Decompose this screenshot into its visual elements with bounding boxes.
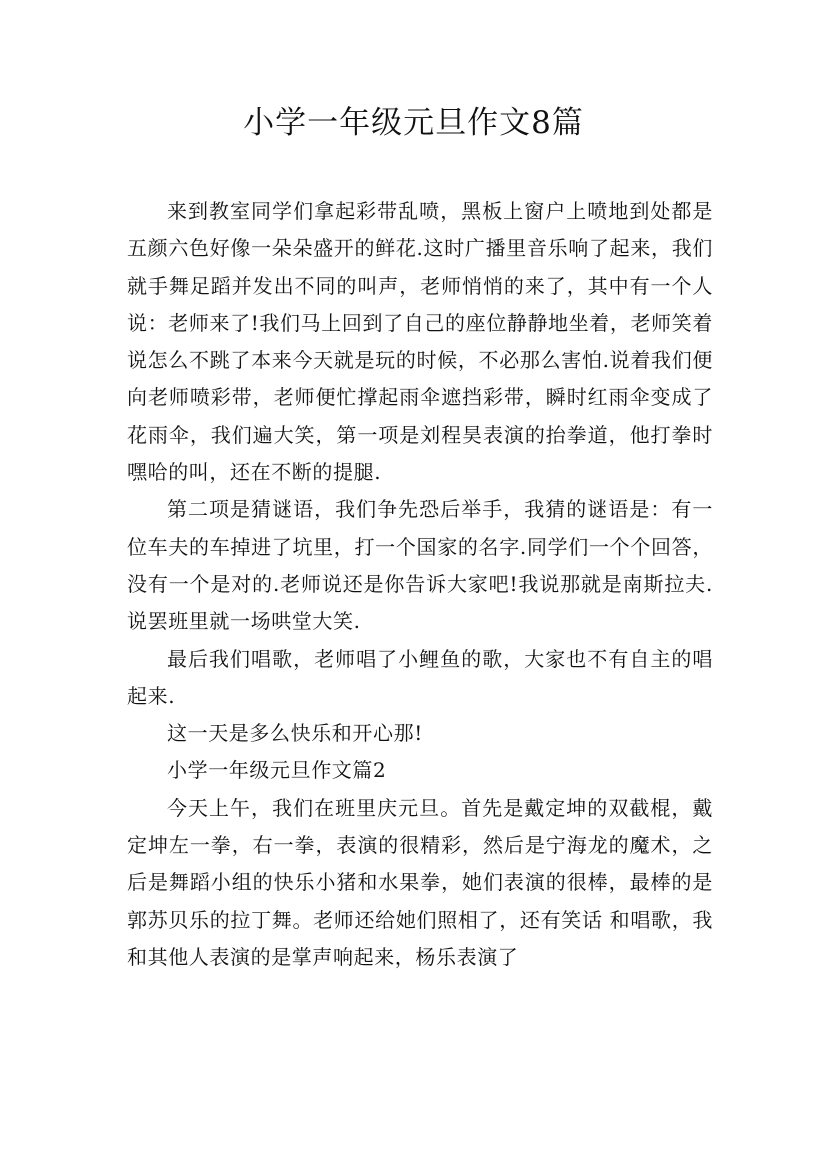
section-heading-2: 小学一年级元旦作文篇2 bbox=[167, 758, 387, 783]
document-title: 小学一年级元旦作文8篇 bbox=[243, 105, 584, 141]
paragraph-4: 这一天是多么快乐和开心那! bbox=[167, 721, 423, 746]
paragraph-5: 今天上午，我们在班里庆元旦。首先是戴定坤的双截棍，戴定坤左一拳，右一拳，表演的很精彩，然后是宁海龙的魔术，之后是舞蹈小组的快乐小猪和水果拳，她们表演的很棒，最棒的是郭苏贝乐的拉丁舞。老师还给她们照相了，还有笑话 和唱歌，我和其他人表演的是掌声响起来，杨乐表演了 bbox=[127, 795, 713, 969]
paragraph-3: 最后我们唱歌，老师唱了小鲤鱼的歌，大家也不有自主的唱起来. bbox=[127, 646, 713, 708]
paragraph-2: 第二项是猜谜语，我们争先恐后举手，我猜的谜语是：有一位车夫的车掉进了坑里，打一个国家的名字.同学们一个个回答，没有一个是对的.老师说还是你告诉大家吧!我说那就是南斯拉夫.说罢班里就一场哄堂大笑. bbox=[127, 497, 713, 634]
document-body bbox=[127, 193, 713, 976]
paragraph-1: 来到教室同学们拿起彩带乱喷，黑板上窗户上喷地到处都是五颜六色好像一朵朵盛开的鲜花.这时广播里音乐响了起来，我们就手舞足蹈并发出不同的叫声，老师悄悄的来了，其中有一个人说：老师来了!我们马上回到了自己的座位静静地坐着，老师笑着说怎么不跳了本来今天就是玩的时候，不必那么害怕.说着我们便向老师喷彩带，老师便忙撑起雨伞遮挡彩带，瞬时红雨伞变成了花雨伞，我们遍大笑，第一项是刘程昊表演的抬拳道，他打拳时嘿哈的叫，还在不断的提腿. bbox=[127, 199, 713, 485]
